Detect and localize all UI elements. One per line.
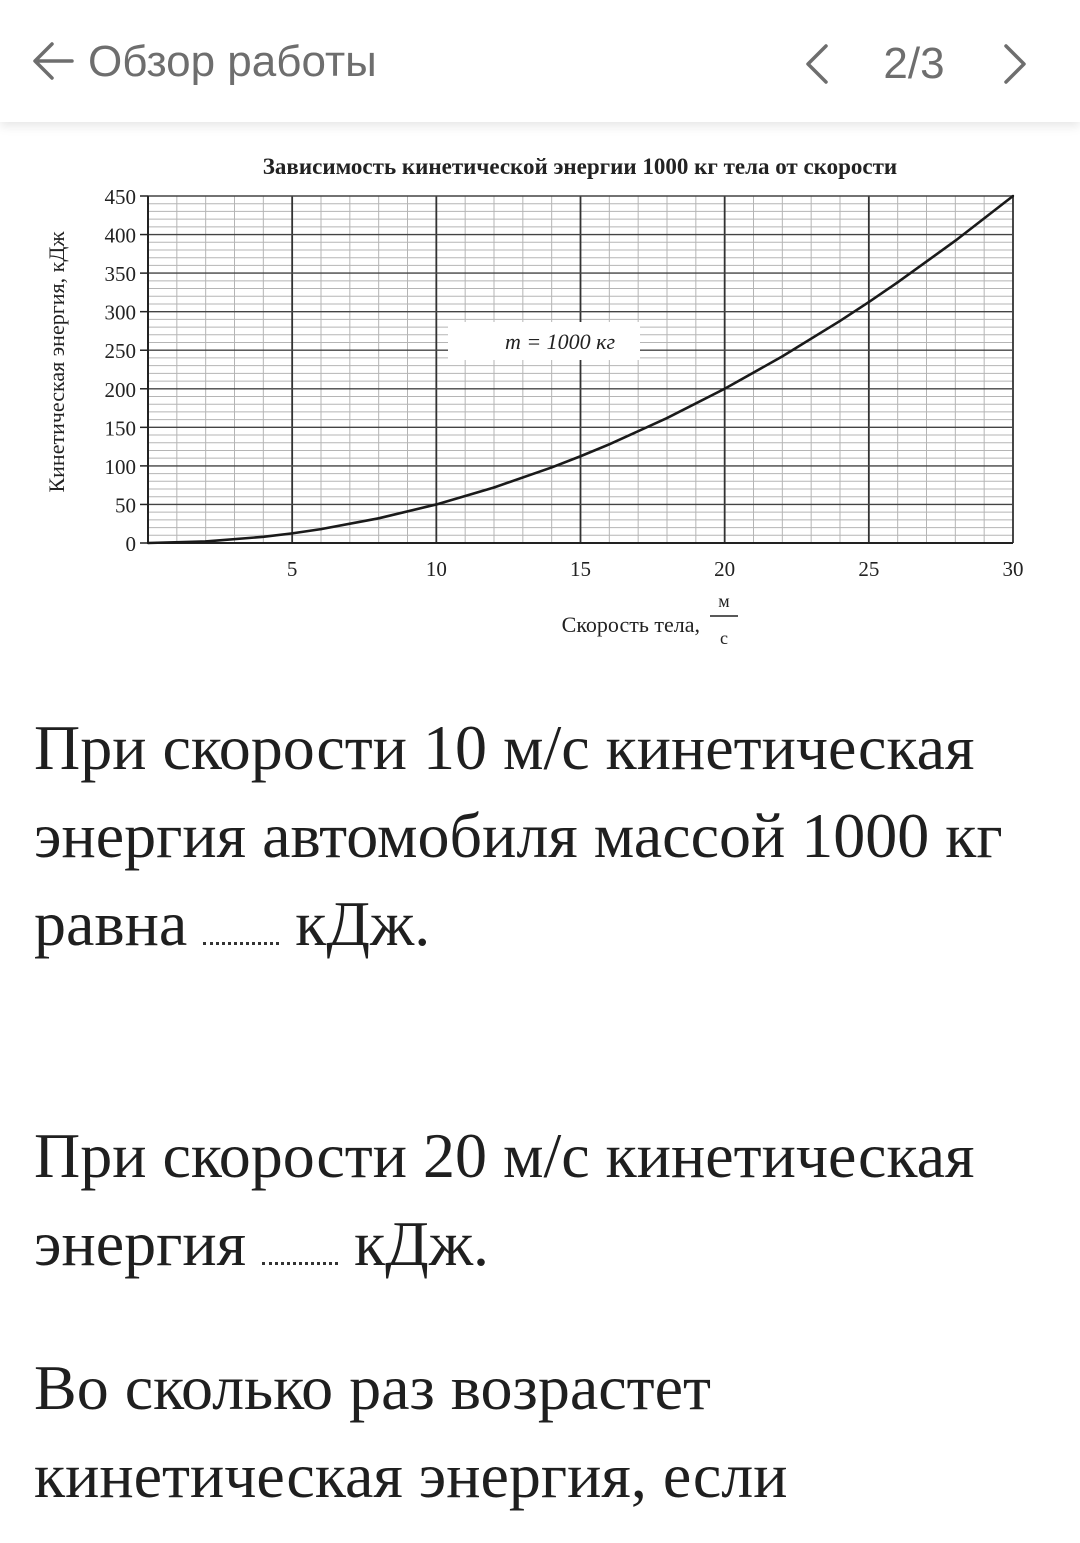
series-point [954,240,956,242]
annotation-mass: m = 1000 кг [504,329,616,354]
series-point [320,528,322,530]
x-tick-label: 20 [714,557,736,581]
series-point [291,532,293,534]
x-tick-label: 25 [858,557,880,581]
grid-major [148,196,1013,543]
series-point [550,466,552,468]
x-tick-labels [287,557,1024,581]
back-button[interactable] [28,32,78,90]
chart-title: Зависимость кинетической энергии 1000 кг тела от скорости [262,154,898,179]
series-point [1012,195,1014,197]
series-point [723,388,725,390]
chart [0,122,1080,682]
series-point [377,517,379,519]
x-axis-label: Скорость тела, [561,612,700,637]
chevron-left-icon [796,36,840,92]
question-2 [34,1112,1044,1288]
series-point [781,355,783,357]
y-tick-label: 200 [104,377,136,402]
x-tick-label: 15 [570,557,591,581]
y-tick-label: 350 [104,262,136,287]
question-3-text: Во сколько раз возрастет кинетическая энергия, если [34,1352,788,1511]
question-1-unit: кДж. [295,888,431,959]
series-point [204,540,206,542]
series-point [262,536,264,538]
y-tick-label: 250 [104,339,136,364]
series-point [666,417,668,419]
question-3 [34,1344,1044,1520]
x-axis-unit-denominator: с [720,628,728,648]
previous-page-button[interactable] [796,36,840,92]
y-tick-label: 50 [115,493,136,518]
series-point [608,443,610,445]
y-tick-label: 450 [104,185,136,209]
x-tick-label: 30 [1002,557,1024,581]
y-tick-label: 400 [104,223,136,248]
series-point [493,486,495,488]
top-bar [0,0,1080,122]
series-point [868,301,870,303]
x-tick-label: 5 [286,557,298,581]
page-counter: 2/3 [883,39,945,88]
y-tick-label: 100 [104,454,136,479]
series-point [839,320,841,322]
y-tick-label: 150 [104,416,136,441]
series-point [435,503,437,505]
next-page-button[interactable] [992,36,1036,92]
page-title: Обзор работы [88,37,377,86]
question-1 [34,704,1044,968]
arrow-left-icon [28,32,78,90]
y-axis-label: Кинетическая энергия, кДж [44,231,69,493]
question-2-unit: кДж. [354,1208,490,1279]
x-tick-label: 10 [425,557,447,581]
chevron-right-icon [992,36,1036,92]
series-point [896,281,898,283]
annotation-group [448,322,640,360]
question-2-text: При скорости 20 м/с кинетическая энергия [34,1120,975,1279]
answer-blank-2[interactable] [262,1252,338,1265]
y-tick-labels [105,185,149,556]
y-tick-label: 300 [104,300,136,325]
document-content[interactable] [0,122,1080,1543]
y-tick-label: 0 [125,532,136,556]
energy-chart-svg [0,122,1080,682]
series-point [147,542,149,544]
x-axis-unit-numerator: м [718,591,730,611]
question-1-text: При скорости 10 м/с кинетическая энергия автомобиля массой 1000 кг равна [34,712,1003,959]
series-point [579,455,581,457]
answer-blank-1[interactable] [203,932,279,945]
